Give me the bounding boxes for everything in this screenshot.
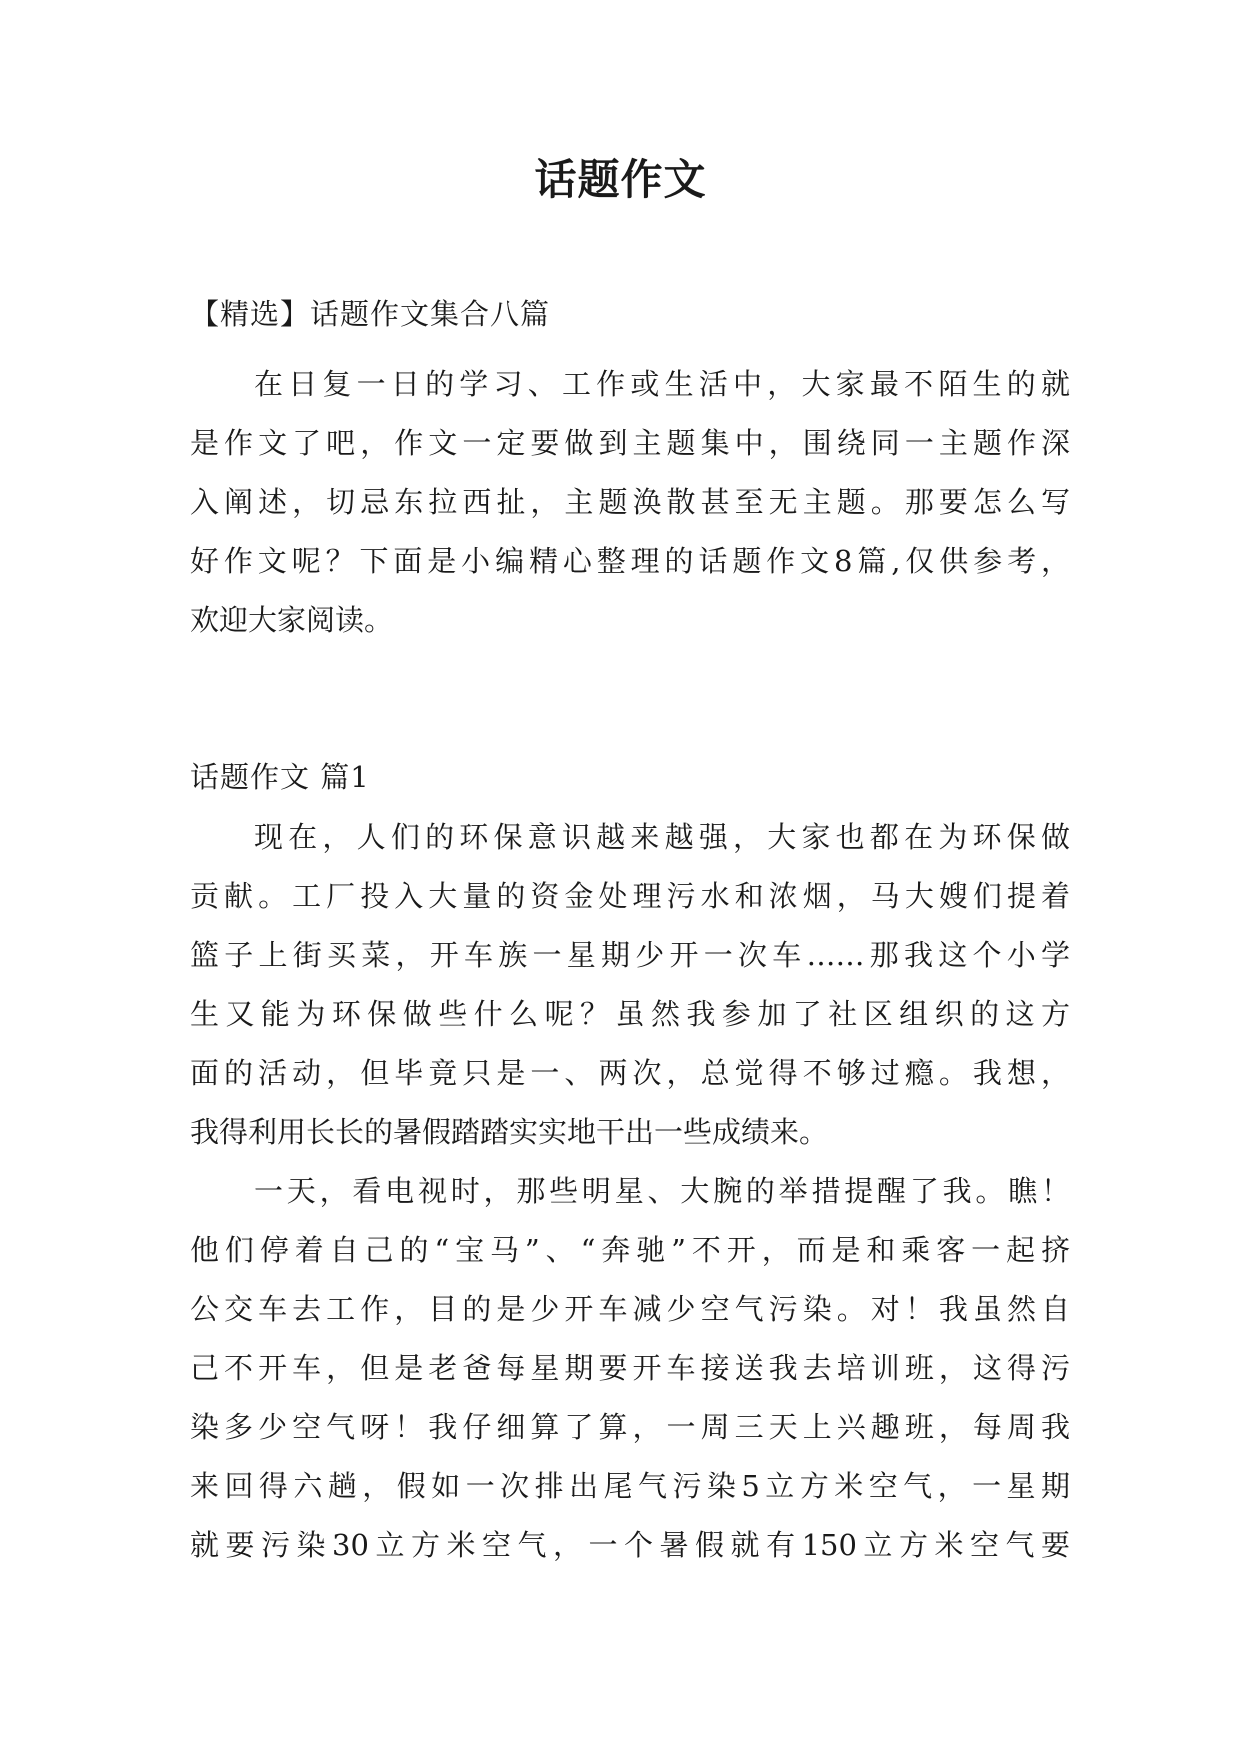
- document-subtitle: 【精选】话题作文集合八篇: [190, 297, 551, 331]
- intro-paragraph: [190, 355, 1070, 650]
- paragraph-line: 好作文呢？下面是小编精心整理的话题作文8篇,仅供参考，: [190, 544, 1070, 578]
- paragraph-line: 来回得六趟，假如一次排出尾气污染5立方米空气，一星期: [190, 1469, 1070, 1503]
- paragraph-line: 入阐述，切忌东拉西扯，主题涣散甚至无主题。那要怎么写: [190, 485, 1070, 519]
- paragraph-line: 是作文了吧，作文一定要做到主题集中，围绕同一主题作深: [190, 426, 1070, 460]
- paragraph-line: 己不开车，但是老爸每星期要开车接送我去培训班，这得污: [190, 1351, 1070, 1385]
- paragraph-line: 贡献。工厂投入大量的资金处理污水和浓烟，马大嫂们提着: [190, 879, 1070, 913]
- paragraph-line: 公交车去工作，目的是少开车减少空气污染。对！我虽然自: [190, 1292, 1070, 1326]
- paragraph-line: 欢迎大家阅读。: [190, 603, 394, 637]
- paragraph-line: 在日复一日的学习、工作或生活中，大家最不陌生的就: [254, 367, 1070, 401]
- paragraph-line: 一天，看电视时，那些明星、大腕的举措提醒了我。瞧！: [254, 1174, 1070, 1208]
- paragraph-line: 他们停着自己的“宝马”、“奔驰”不开，而是和乘客一起挤: [190, 1233, 1070, 1267]
- paragraph-line: 现在，人们的环保意识越来越强，大家也都在为环保做: [254, 820, 1070, 854]
- paragraph-line: 生又能为环保做些什么呢？虽然我参加了社区组织的这方: [190, 997, 1070, 1031]
- section-paragraph: [190, 808, 1070, 1162]
- document-title: 话题作文: [534, 155, 707, 204]
- section-paragraph: [190, 1162, 1070, 1575]
- paragraph-line: 我得利用长长的暑假踏踏实实地干出一些成绩来。: [190, 1115, 829, 1149]
- paragraph-line: 面的活动，但毕竟只是一、两次，总觉得不够过瘾。我想，: [190, 1056, 1070, 1090]
- paragraph-line: 就要污染30立方米空气，一个暑假就有150立方米空气要: [190, 1528, 1070, 1562]
- paragraph-line: 染多少空气呀！我仔细算了算，一周三天上兴趣班，每周我: [190, 1410, 1070, 1444]
- section-heading: 话题作文 篇1: [190, 760, 370, 794]
- paragraph-line: 篮子上街买菜，开车族一星期少开一次车……那我这个小学: [190, 938, 1070, 972]
